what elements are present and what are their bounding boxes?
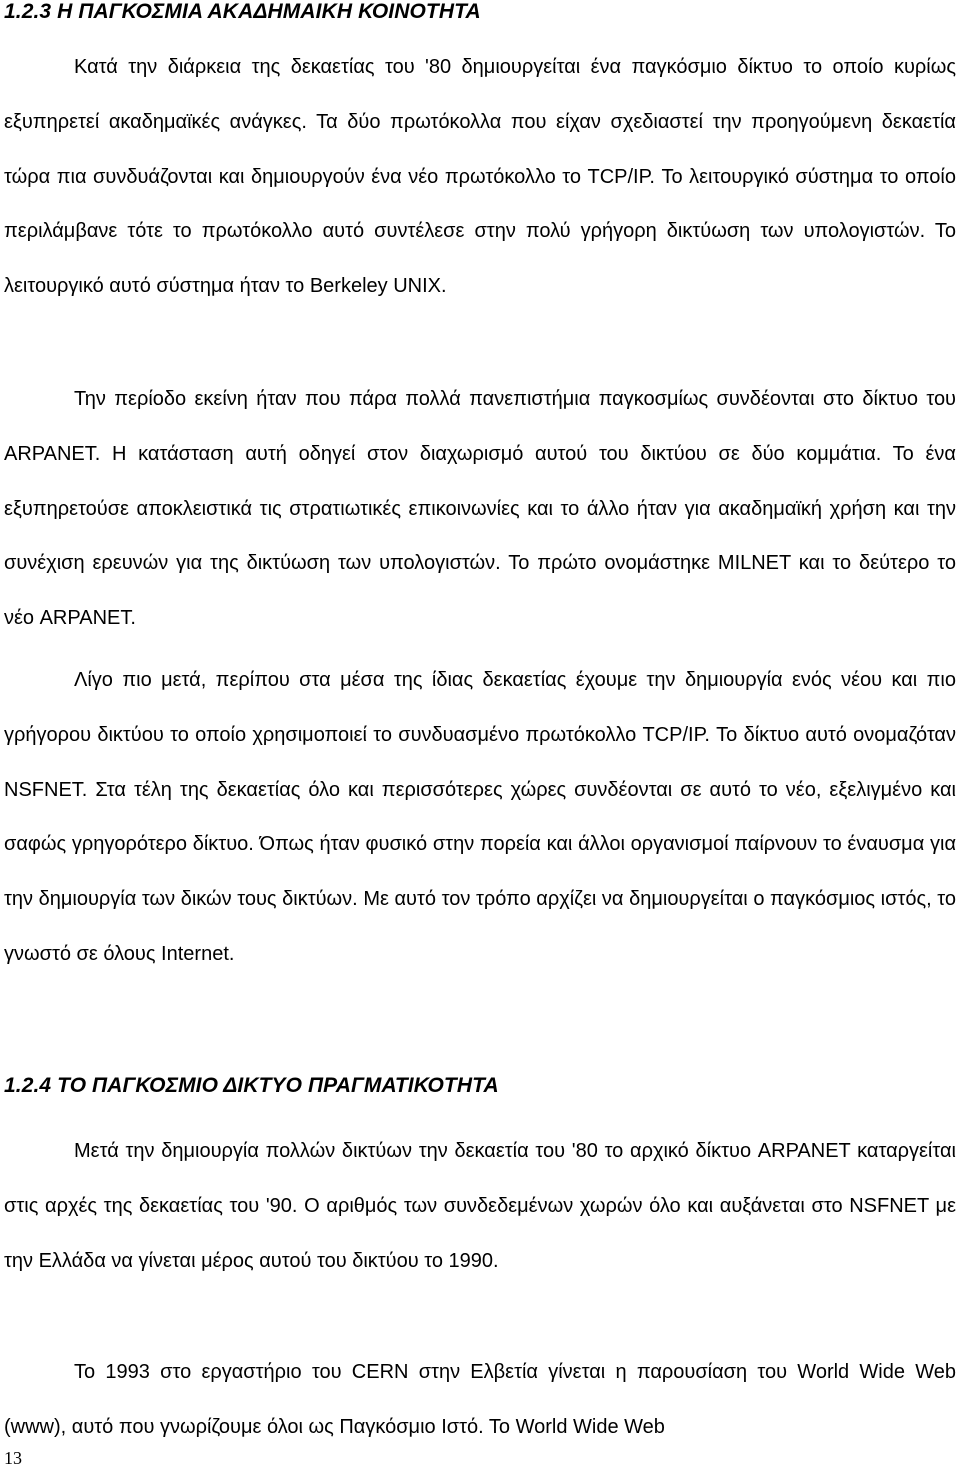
page-number: 13: [4, 1448, 22, 1468]
paragraph: Λίγο πιο μετά, περίπου στα μέσα της ίδιας δεκαετίας έχουμε την δημιουργία ενός νέου και πιο γρήγορου δικτύου το οποίο χρησιμοποιεί το συνδυασμένο πρωτόκολλο TCP/IP. Το δίκτυο αυτό ονομαζόταν NSFNET. Στα τέλη της δεκαετίας όλο και περισσότερες χώρες συνδέονται σε αυτό το νέο, εξελιγμένο και σαφώς γρηγορότερο δίκτυο. Όπως ήταν φυσικό στην πορεία και άλλοι οργανισμοί παίρνουν το έναυσμα για την δημιουργία των δικών τους δικτύων. Με αυτό τον τρόπο αρχίζει να δημιουργείται ο παγκόσμιος ιστός, το γνωστό σε όλους Internet.: [4, 669, 956, 965]
paragraph: Την περίοδο εκείνη ήταν που πάρα πολλά πανεπιστήμια παγκοσμίως συνδέονται στο δίκτυο του ARPANET. Η κατάσταση αυτή οδηγεί στον διαχωρισμό αυτού του δικτύου σε δύο κομμάτια. Το ένα εξυπηρετούσε αποκλειστικά τις στρατιωτικές επικοινωνίες και το άλλο ήταν για ακαδημαϊκή χρήση και την συνέχιση ερευνών για της δικτύωση των υπολογιστών. Το πρώτο ονομάστηκε MILNET και το δεύτερο το νέο ARPANET.: [4, 388, 956, 630]
paragraph: Μετά την δημιουργία πολλών δικτύων την δεκαετία του '80 το αρχικό δίκτυο ARPANET καταργείται στις αρχές της δεκαετίας του '90. Ο αριθμός των συνδεδεμένων χωρών όλο και αυξάνεται στο NSFNET με την Ελλάδα να γίνεται μέρος αυτού του δικτύου το 1990.: [4, 1140, 956, 1272]
section-heading: 1.2.3 Η ΠΑΓΚΟΣΜΙΑ ΑΚΑΔΗΜΑΙΚΗ ΚΟΙΝΟΤΗΤΑ: [4, 0, 481, 23]
paragraph: Κατά την διάρκεια της δεκαετίας του '80 δημιουργείται ένα παγκόσμιο δίκτυο το οποίο κυρίως εξυπηρετεί ακαδημαϊκές ανάγκες. Τα δύο πρωτόκολλα που είχαν σχεδιαστεί την προηγούμενη δεκαετία τώρα πια συνδυάζονται και δημιουργούν ένα νέο πρωτόκολλο το TCP/IP. Το λειτουργικό σύστημα το οποίο περιλάμβανε τότε το πρωτόκολλο αυτό συντέλεσε στην πολύ γρήγορη δικτύωση των υπολογιστών. Το λειτουργικό αυτό σύστημα ήταν το Berkeley UNIX.: [4, 56, 956, 298]
paragraph: Το 1993 στο εργαστήριο του CERN στην Ελβετία γίνεται η παρουσίαση του World Wide Web (www), αυτό που γνωρίζουμε όλοι ως Παγκόσμιο Ιστό. Το World Wide Web: [4, 1361, 956, 1438]
section-heading: 1.2.4 ΤΟ ΠΑΓΚΟΣΜΙΟ ΔΙΚΤΥΟ ΠΡΑΓΜΑΤΙΚΟΤΗΤΑ: [4, 1074, 499, 1097]
